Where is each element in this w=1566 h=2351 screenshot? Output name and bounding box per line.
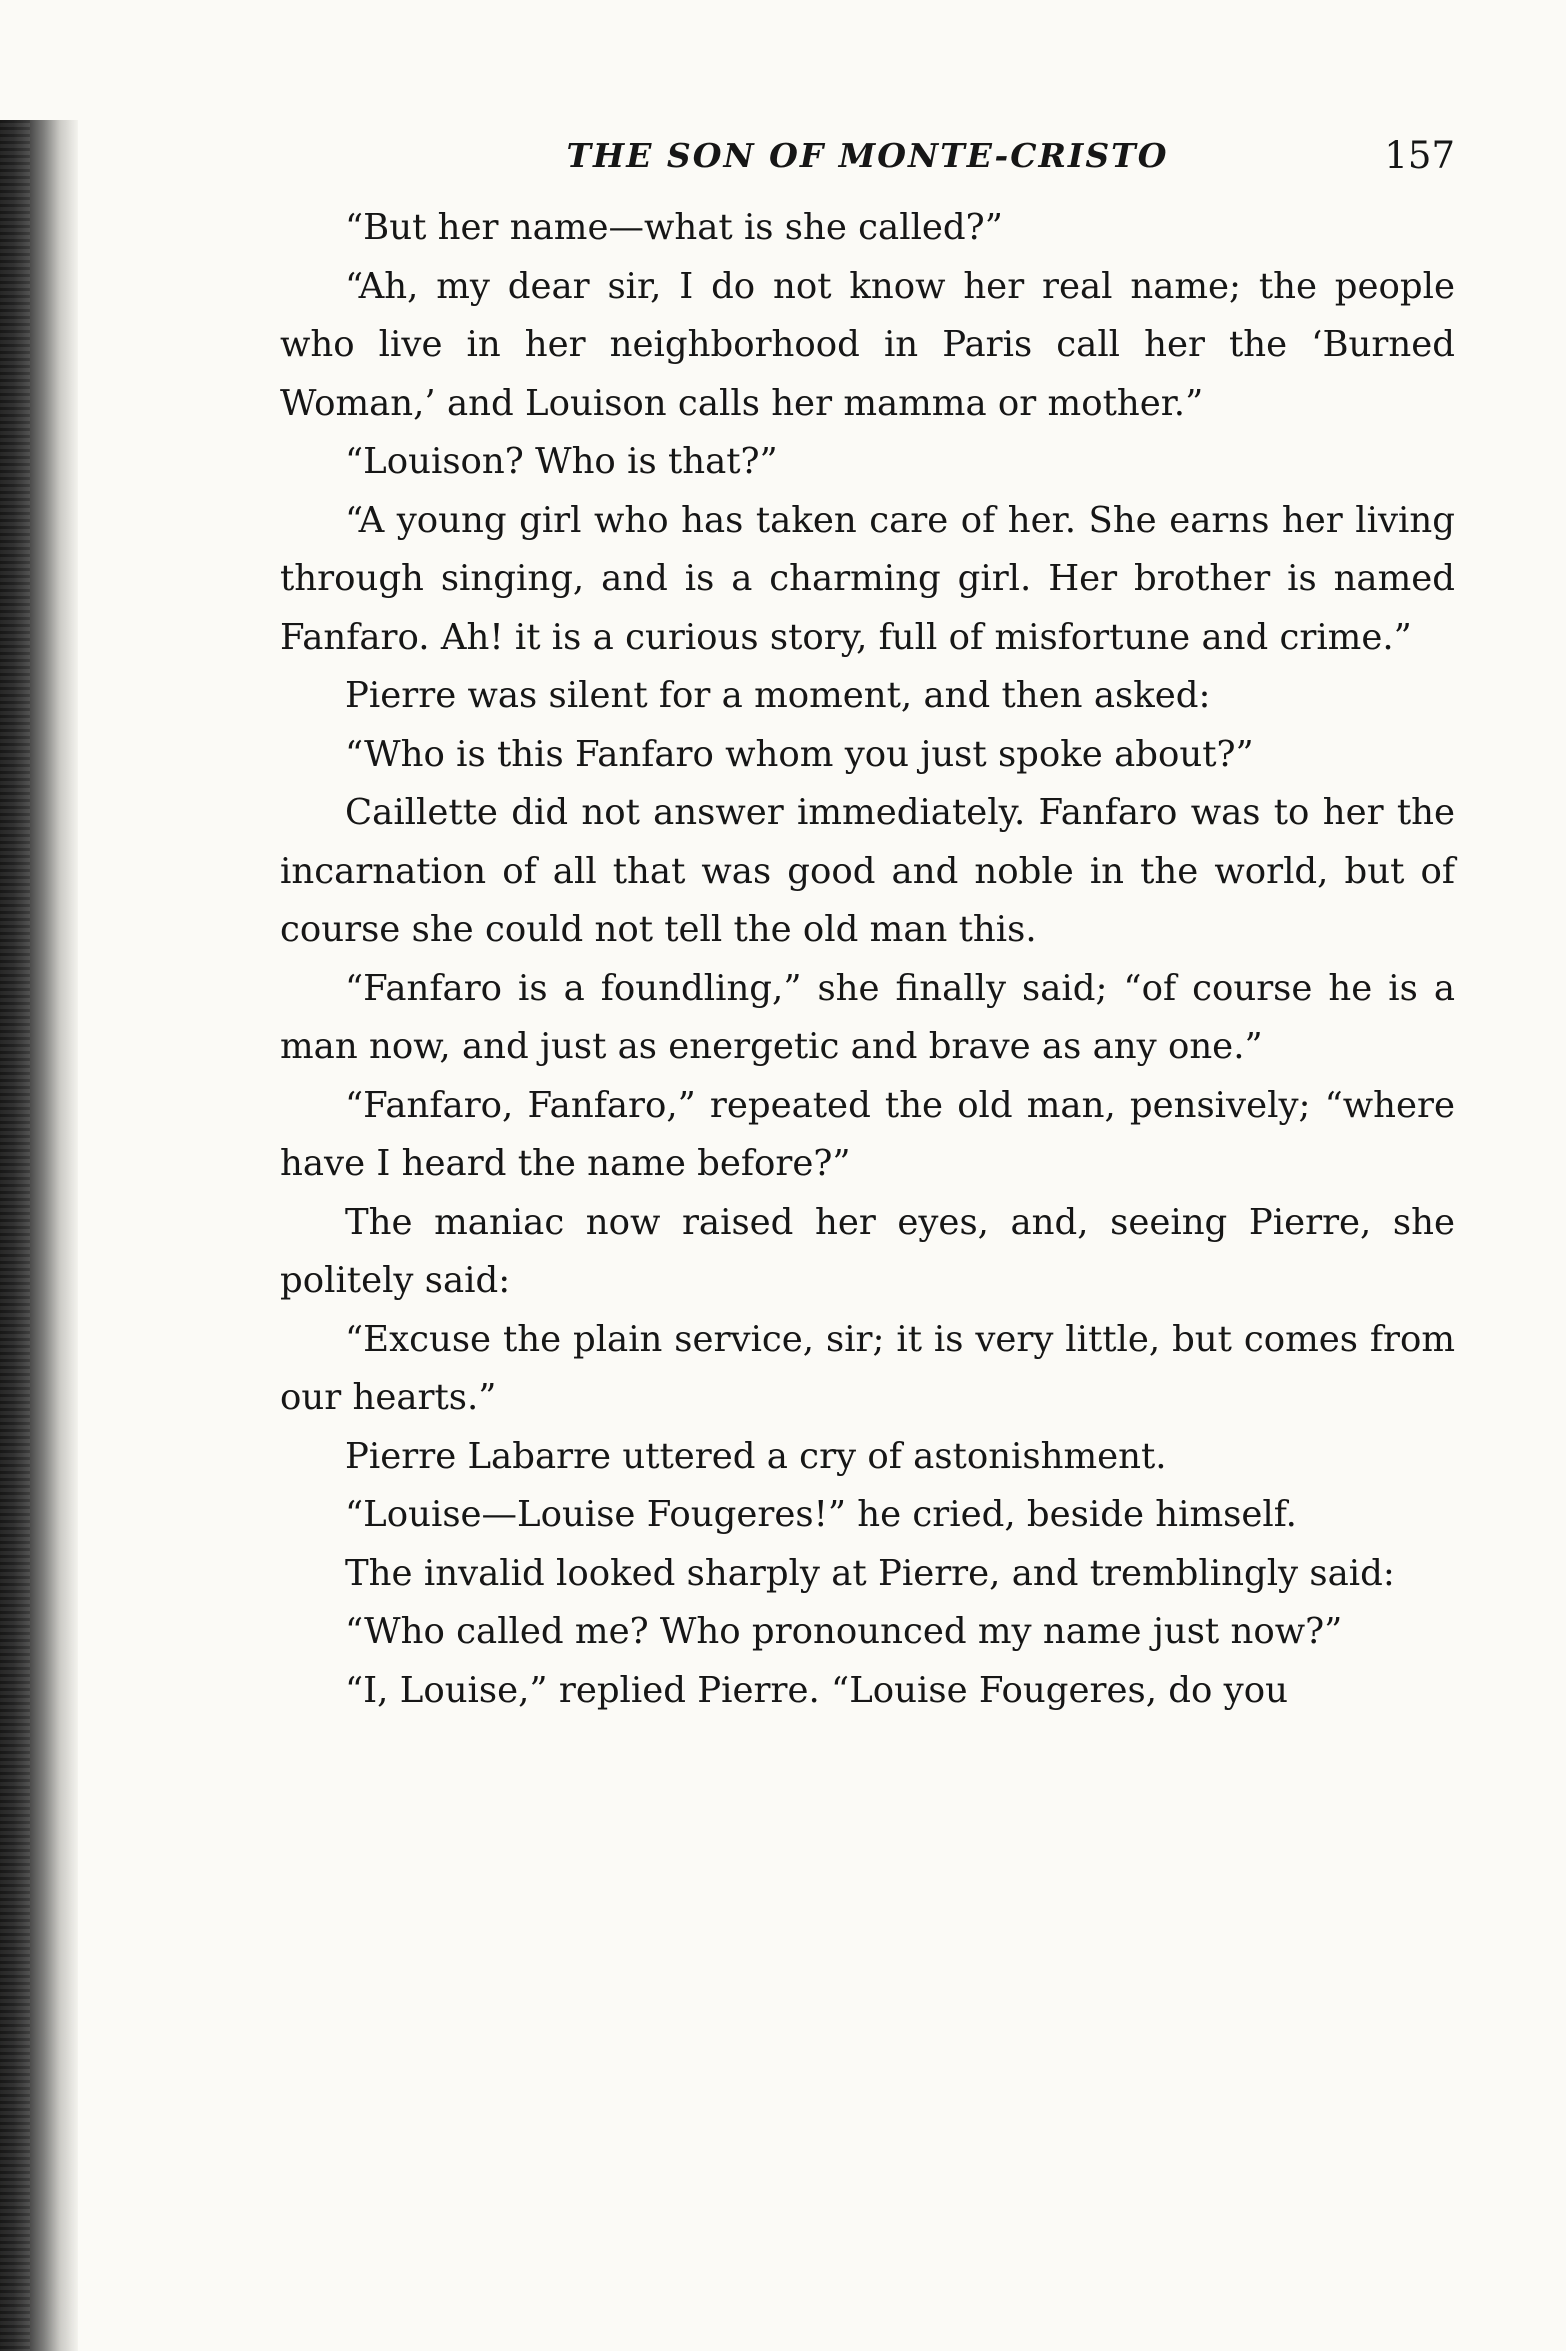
- paragraph: “Fanfaro, Fanfaro,” repeated the old man, pensively; “where have I heard the name before?”: [280, 1084, 1455, 1184]
- paragraph: Caillette did not answer immediately. Fanfaro was to her the incarnation of all that was good and noble in the world, but of course she could not tell the old man this.: [280, 792, 1455, 950]
- paragraph: “Louise—Louise Fougeres!” he cried, beside himself.: [345, 1494, 1297, 1535]
- paragraph: “A young girl who has taken care of her. She earns her living through singing, and is a charming girl. Her brother is named Fanfaro. Ah! it is a curious story, full of misfortune and crime.”: [280, 499, 1455, 658]
- paragraph: The maniac now raised her eyes, and, seeing Pierre, she politely said:: [280, 1201, 1455, 1301]
- paragraph: The invalid looked sharply at Pierre, and tremblingly said:: [345, 1552, 1395, 1594]
- paragraph: “I, Louise,” replied Pierre. “Louise Fougeres, do you: [345, 1669, 1288, 1711]
- book-binding-shadow: [0, 120, 78, 2351]
- running-title: THE SON OF MONTE-CRISTO: [566, 136, 1169, 175]
- paragraph: “Ah, my dear sir, I do not know her real name; the people who live in her neighborhood in Paris call her the ‘Burned Woman,’ and Louison calls her mamma or mother.”: [280, 265, 1455, 424]
- page-number: 157: [1384, 134, 1455, 177]
- book-page: [280, 128, 1455, 1720]
- paragraph: “Fanfaro is a foundling,” she finally said; “of course he is a man now, and just as energetic and brave as any one.”: [280, 967, 1455, 1067]
- running-header: [280, 128, 1455, 184]
- body-text: [280, 199, 1455, 1720]
- paragraph: “Who called me? Who pronounced my name just now?”: [345, 1611, 1343, 1652]
- paragraph: Pierre Labarre uttered a cry of astonishment.: [345, 1435, 1167, 1477]
- paragraph: “Excuse the plain service, sir; it is very little, but comes from our hearts.”: [280, 1318, 1455, 1418]
- paragraph: Pierre was silent for a moment, and then asked:: [345, 675, 1211, 716]
- paragraph: “But her name—what is she called?”: [345, 207, 1003, 248]
- paragraph: “Louison? Who is that?”: [345, 441, 778, 482]
- paragraph: “Who is this Fanfaro whom you just spoke about?”: [345, 733, 1254, 775]
